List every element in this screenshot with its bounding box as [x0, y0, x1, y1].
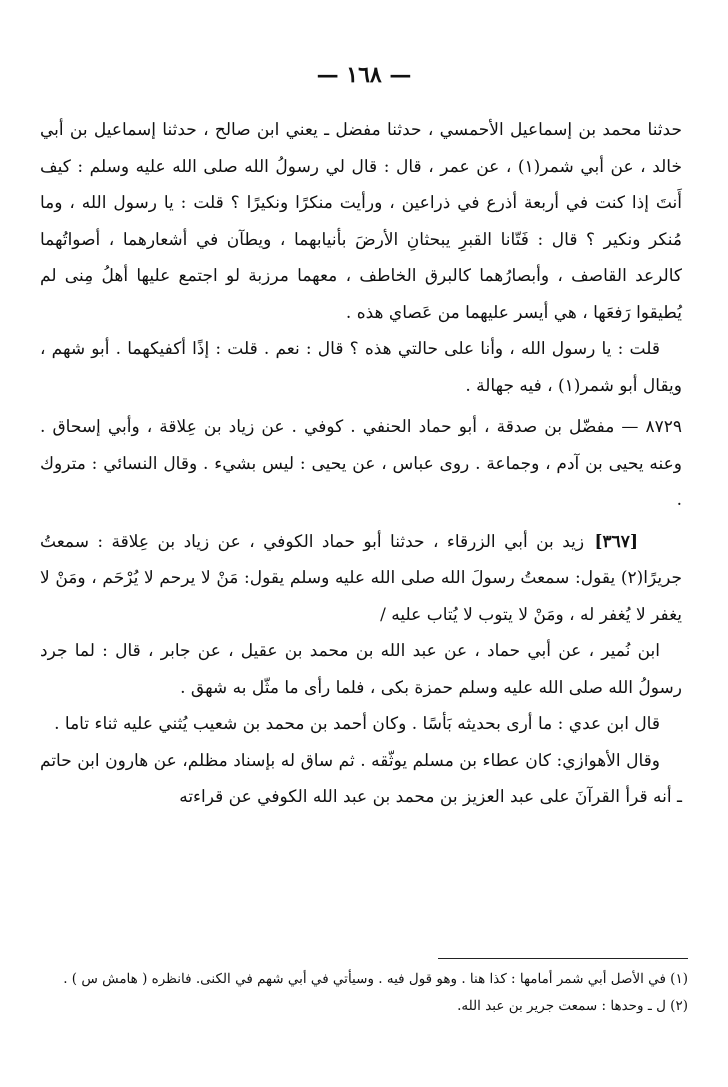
- page-number: — ١٦٨ —: [316, 62, 412, 88]
- paragraph-entry-8729: ٨٧٢٩ — مفضّل بن صدقة ، أبو حماد الحنفي . كوفي . عن زياد بن عِلاقة ، وأبي إسحاق . وعنه يحيى بن آدم ، وجماعة . روى عباس ، عن يحيى : ليس بشيء . وقال النسائي : متروك .: [40, 417, 682, 510]
- paragraph-zayd: [40, 524, 682, 634]
- footnotes: [40, 966, 688, 1020]
- paragraph-zayd-text: زيد بن أبي الزرقاء ، حدثنا أبو حماد الكوفي ، عن زياد بن عِلاقة : سمعتُ جريرًا(٢) يقول: سمعتُ رسولَ الله صلى الله عليه وسلم يقول: مَنْ لا يرحم لا يُرْحَم ، ومَنْ لا يغفر لا يُغفر له ، ومَنْ لا يتوب لا يُتاب عليه /: [40, 531, 682, 625]
- paragraph-hadith-munkar-nakir: حدثنا محمد بن إسماعيل الأحمسي ، حدثنا مفضل ـ يعني ابن صالح ، حدثنا إسماعيل بن أبي خالد ، عن أبي شمر(١) ، عن عمر ، قال : قال لي رسولُ الله صلى الله عليه وسلم : كيف أَنتَ إذا كنت في أربعة أذرع في ذراعين ، ورأيت منكرًا ونكيرًا ؟ قلت : يا رسول الله ، وما مُنكر ونكير ؟ قال : فَتّانا القبرِ يبحثانِ الأرضَ بأنيابهما ، ويطآن في أشعارهما ، أصواتُهما كالرعد القاصف ، وأبصارُهما كالبرق الخاطف ، معهما مرزبة لو اجتمع عليها أهلُ مِنى لم يُطيقوا رَفعَها ، هي أيسر عليهما من عَصاي هذه .: [40, 120, 682, 323]
- footnote-2: (٢) ل ـ وحدها : سمعت جرير بن عبد الله.: [457, 998, 688, 1014]
- paragraph-ibn-numayr: ابن نُمير ، عن أبي حماد ، عن عبد الله بن محمد بن عقيل ، عن جابر ، قال : لما جرد رسولُ الله صلى الله عليه وسلم حمزة بكى ، فلما رأى ما مثّل به شهق .: [40, 641, 682, 698]
- paragraph-question: قلت : يا رسول الله ، وأنا على حالتي هذه ؟ قال : نعم . قلت : إذًا أكفيكهما . أبو شهم ، ويقال أبو شمر(١) ، فيه جهالة .: [40, 339, 682, 396]
- main-text: [40, 112, 682, 816]
- footnote-1: (١) في الأصل أبي شمر أمامها : كذا هنا . وهو قول فيه . وسيأتي في أبي شهم في الكنى. فانظره ( هامش س ) .: [63, 971, 688, 987]
- marginal-page-ref: [٣٦٧]: [594, 531, 638, 552]
- footnote-rule: [438, 958, 688, 959]
- paragraph-ahwazi: وقال الأهوازي: كان عطاء بن مسلم يوثّقه . ثم ساق له بإسناد مظلم، عن هارون ابن حاتم ـ أنه قرأ القرآنَ على عبد العزيز بن محمد بن عبد الله الكوفي عن قراءته: [40, 750, 682, 807]
- paragraph-ibn-adi: قال ابن عدي : ما أرى بحديثه بَأسًا . وكان أحمد بن محمد بن شعيب يُثني عليه ثناء تاما .: [54, 714, 660, 734]
